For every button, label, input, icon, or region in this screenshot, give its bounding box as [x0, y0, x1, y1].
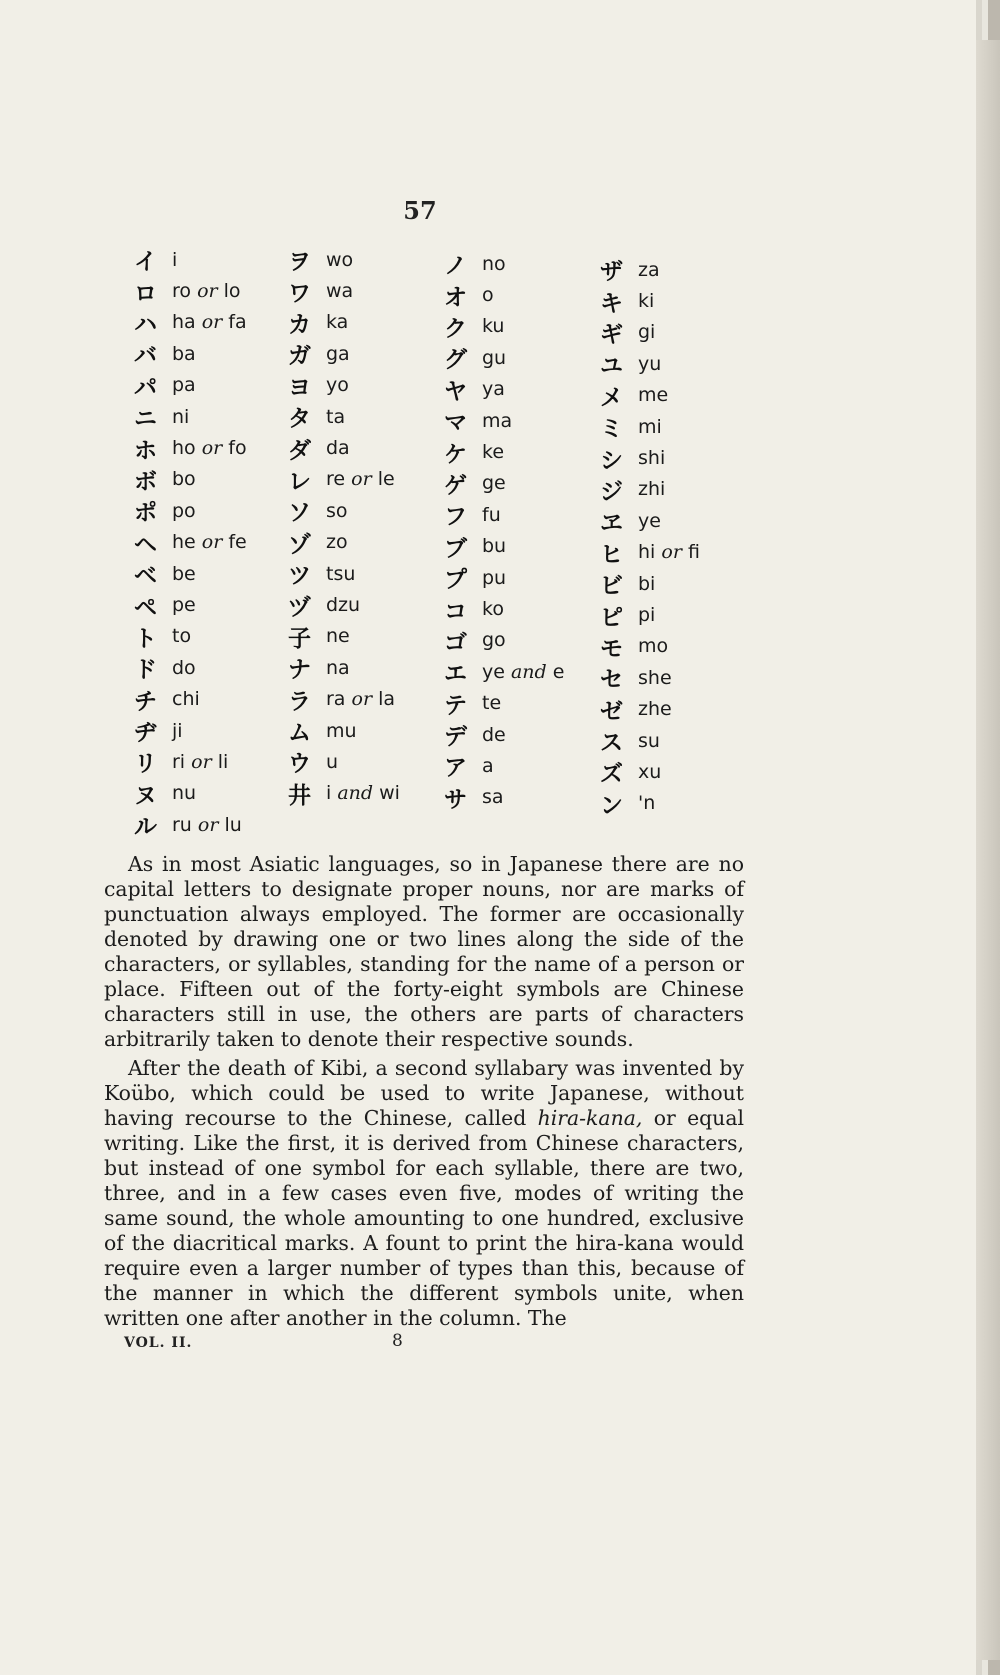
romanization: za — [638, 258, 660, 281]
romanization: ye and e — [482, 660, 565, 683]
katakana-symbol: ク — [444, 315, 467, 342]
romanization: su — [638, 729, 660, 752]
kana-entry — [600, 662, 790, 693]
romanization: sa — [482, 786, 504, 809]
paragraph: After the death of Kibi, a second syllabary was invented by Koübo, which could be used to write Japanese, without having recourse to the Chinese, called hira-kana, or equal writing. Like the first, it is derived from Chinese characters, but instead of one symbol for each syllable, there are two, three, and in a few cases even five, modes of writing the same sound, the whole amounting to one hundred, exclusive of the diacritical marks. A fount to print the hira-kana would require even a larger number of types than this, because of the manner in which the different symbols unite, when written one after another in the column. The — [104, 1056, 744, 1330]
romanization: gi — [638, 321, 656, 344]
romanization: mo — [638, 635, 669, 658]
katakana-symbol: ノ — [444, 253, 467, 280]
kana-entry — [600, 693, 790, 724]
romanization: pa — [172, 374, 196, 397]
kana-entry — [600, 380, 790, 411]
katakana-symbol: パ — [134, 374, 157, 401]
kana-entry — [600, 442, 790, 473]
volume-label: VOL. II. — [124, 1335, 193, 1351]
romanization: me — [638, 384, 669, 407]
katakana-symbol: ベ — [134, 563, 157, 590]
katakana-symbol: ブ — [444, 535, 467, 562]
kana-entry — [600, 568, 790, 599]
romanization: ge — [482, 472, 506, 495]
kana-entry — [600, 756, 790, 787]
katakana-symbol: キ — [600, 290, 623, 317]
romanization: mu — [326, 719, 357, 742]
katakana-symbol: ヲ — [288, 249, 311, 276]
katakana-symbol: チ — [134, 688, 157, 715]
katakana-symbol: オ — [444, 284, 467, 311]
katakana-symbol: サ — [444, 786, 467, 813]
katakana-symbol: ス — [600, 730, 623, 757]
kana-entry — [600, 599, 790, 630]
romanization: chi — [172, 688, 200, 711]
paragraph: As in most Asiatic languages, so in Japanese there are no capital letters to designate proper nouns, nor are marks of punctuation always employed. The former are occasionally denoted by drawing one or two lines along the side of the characters, or syllables, standing for the name of a person or place. Fifteen out of the forty-eight symbols are Chinese characters still in use, the others are parts of characters arbitrarily taken to denote their respective sounds. — [104, 852, 744, 1051]
romanization: mi — [638, 415, 662, 438]
katakana-symbol: 井 — [288, 782, 311, 809]
romanization: zhe — [638, 698, 672, 721]
katakana-symbol: ケ — [444, 441, 467, 468]
katakana-symbol: ミ — [600, 416, 623, 443]
romanization: nu — [172, 782, 197, 805]
katakana-symbol: ヨ — [288, 374, 311, 401]
katakana-symbol: ソ — [288, 500, 311, 527]
katakana-symbol: タ — [288, 406, 311, 433]
romanization: yu — [638, 352, 662, 375]
romanization: ki — [638, 290, 655, 313]
kana-entry — [600, 348, 790, 379]
romanization: bu — [482, 535, 507, 558]
romanization: ka — [326, 311, 349, 334]
romanization: to — [172, 625, 192, 648]
katakana-symbol: ガ — [288, 343, 311, 370]
katakana-symbol: ボ — [134, 468, 157, 495]
katakana-column-4 — [600, 254, 790, 819]
romanization: ku — [482, 315, 505, 338]
katakana-symbol: ル — [134, 814, 157, 841]
katakana-symbol: ゴ — [444, 629, 467, 656]
katakana-symbol: ド — [134, 657, 157, 684]
romanization: 'n — [638, 792, 656, 815]
katakana-symbol: プ — [444, 567, 467, 594]
katakana-symbol: ジ — [600, 478, 623, 505]
katakana-symbol: ラ — [288, 688, 311, 715]
katakana-symbol: ハ — [134, 311, 157, 338]
romanization: wo — [326, 248, 354, 271]
katakana-symbol: ポ — [134, 500, 157, 527]
romanization: ji — [172, 719, 183, 742]
romanization: ko — [482, 597, 504, 620]
katakana-symbol: ヤ — [444, 378, 467, 405]
katakana-symbol: ユ — [600, 353, 623, 380]
romanization: go — [482, 629, 506, 652]
romanization: so — [326, 499, 348, 522]
katakana-symbol: ウ — [288, 751, 311, 778]
kana-entry — [600, 725, 790, 756]
romanization: do — [172, 656, 196, 679]
kana-entry — [600, 474, 790, 505]
romanization: wa — [326, 280, 354, 303]
romanization: she — [638, 666, 672, 689]
romanization: ni — [172, 405, 190, 428]
katakana-symbol: デ — [444, 724, 467, 751]
katakana-symbol: ヂ — [134, 720, 157, 747]
romanization: re or le — [326, 468, 395, 491]
katakana-symbol: ア — [444, 755, 467, 782]
katakana-symbol: グ — [444, 347, 467, 374]
katakana-symbol: バ — [134, 343, 157, 370]
kana-entry — [600, 317, 790, 348]
kana-entry — [600, 285, 790, 316]
katakana-symbol: ト — [134, 625, 157, 652]
romanization: bi — [638, 572, 656, 595]
kana-entry — [600, 254, 790, 285]
romanization: zhi — [638, 478, 666, 501]
romanization: ho or fo — [172, 437, 247, 460]
romanization: gu — [482, 346, 507, 369]
katakana-symbol: マ — [444, 410, 467, 437]
katakana-symbol: ダ — [288, 437, 311, 464]
katakana-symbol: ヅ — [288, 594, 311, 621]
katakana-symbol: 子 — [288, 625, 311, 652]
romanization: shi — [638, 447, 666, 470]
romanization: i and wi — [326, 782, 400, 805]
katakana-symbol: テ — [444, 692, 467, 719]
katakana-symbol: ナ — [288, 657, 311, 684]
romanization: ga — [326, 342, 350, 365]
katakana-symbol: モ — [600, 635, 623, 662]
kana-entry — [600, 411, 790, 442]
romanization: a — [482, 754, 494, 777]
katakana-symbol: イ — [134, 249, 157, 276]
katakana-symbol: エ — [444, 661, 467, 688]
romanization: te — [482, 692, 502, 715]
katakana-symbol: コ — [444, 598, 467, 625]
romanization: pi — [638, 603, 656, 626]
romanization: dzu — [326, 593, 361, 616]
katakana-symbol: カ — [288, 311, 311, 338]
katakana-symbol: ズ — [600, 761, 623, 788]
katakana-symbol: リ — [134, 751, 157, 778]
katakana-symbol: ギ — [600, 321, 623, 348]
romanization: ma — [482, 409, 513, 432]
katakana-symbol: メ — [600, 384, 623, 411]
katakana-symbol: ワ — [288, 280, 311, 307]
romanization: he or fe — [172, 531, 247, 554]
romanization: zo — [326, 531, 348, 554]
katakana-symbol: ン — [600, 792, 623, 819]
katakana-symbol: ヘ — [134, 531, 157, 558]
romanization: ra or la — [326, 688, 395, 711]
page-edge — [976, 40, 1000, 1660]
romanization: fu — [482, 503, 501, 526]
romanization: tsu — [326, 562, 356, 585]
katakana-symbol: ツ — [288, 563, 311, 590]
romanization: ba — [172, 342, 196, 365]
katakana-table — [134, 244, 754, 844]
romanization: xu — [638, 760, 662, 783]
kana-entry — [600, 537, 790, 568]
katakana-symbol: ザ — [600, 259, 623, 286]
kana-entry — [600, 631, 790, 662]
romanization: ro or lo — [172, 280, 241, 303]
katakana-symbol: ニ — [134, 406, 157, 433]
katakana-symbol: ム — [288, 720, 311, 747]
katakana-symbol: ヱ — [600, 510, 623, 537]
romanization: no — [482, 252, 506, 275]
romanization: pu — [482, 566, 507, 589]
page-number: 57 — [403, 196, 437, 225]
kana-entry — [600, 788, 790, 819]
romanization: pe — [172, 593, 196, 616]
romanization: u — [326, 750, 339, 773]
romanization: ta — [326, 405, 346, 428]
romanization: ne — [326, 625, 350, 648]
romanization: i — [172, 248, 178, 271]
katakana-symbol: ゾ — [288, 531, 311, 558]
romanization: po — [172, 499, 196, 522]
kana-entry — [134, 809, 324, 840]
romanization: bo — [172, 468, 196, 491]
katakana-symbol: ヒ — [600, 541, 623, 568]
katakana-symbol: ヌ — [134, 782, 157, 809]
katakana-symbol: シ — [600, 447, 623, 474]
katakana-symbol: ピ — [600, 604, 623, 631]
katakana-symbol: フ — [444, 504, 467, 531]
romanization: na — [326, 656, 350, 679]
romanization: ke — [482, 441, 505, 464]
katakana-symbol: ゼ — [600, 698, 623, 725]
katakana-symbol: レ — [288, 468, 311, 495]
katakana-symbol: ゲ — [444, 472, 467, 499]
romanization: yo — [326, 374, 349, 397]
romanization: o — [482, 284, 494, 307]
katakana-symbol: ペ — [134, 594, 157, 621]
romanization: ye — [638, 509, 661, 532]
katakana-symbol: ロ — [134, 280, 157, 307]
katakana-symbol: ビ — [600, 573, 623, 600]
romanization: ru or lu — [172, 813, 242, 836]
katakana-symbol: セ — [600, 667, 623, 694]
romanization: hi or fi — [638, 541, 700, 564]
romanization: be — [172, 562, 196, 585]
romanization: ri or li — [172, 750, 229, 773]
romanization: da — [326, 437, 350, 460]
romanization: ya — [482, 378, 505, 401]
katakana-symbol: ホ — [134, 437, 157, 464]
body-text — [104, 852, 744, 1335]
signature-mark: 8 — [392, 1331, 403, 1351]
romanization: de — [482, 723, 506, 746]
kana-entry — [600, 505, 790, 536]
romanization: ha or fa — [172, 311, 247, 334]
